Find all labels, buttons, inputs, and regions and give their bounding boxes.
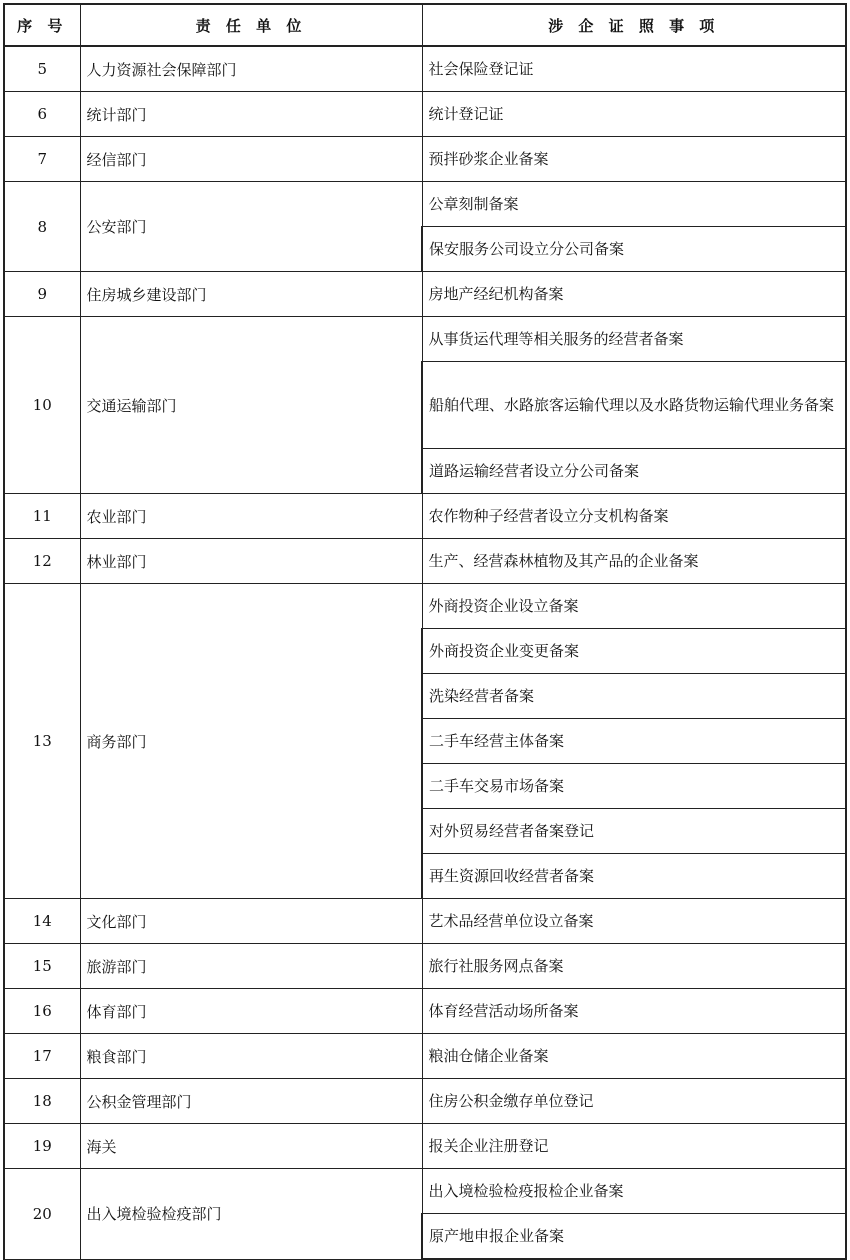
certificate-item-cell: 道路运输经营者设立分公司备案 [422, 449, 846, 494]
certificate-item-cell: 外商投资企业变更备案 [422, 629, 846, 674]
responsible-unit-cell: 海关 [80, 1124, 422, 1169]
header-serial-number: 序 号 [4, 4, 80, 46]
table-row [4, 272, 846, 317]
table-row [4, 1124, 846, 1169]
responsible-unit-cell: 出入境检验检疫部门 [80, 1169, 422, 1260]
table-body [4, 46, 846, 1259]
serial-number-cell: 10 [4, 317, 80, 494]
responsible-unit-cell: 人力资源社会保障部门 [80, 46, 422, 92]
serial-number-cell: 6 [4, 92, 80, 137]
serial-number-cell: 8 [4, 182, 80, 272]
certificate-item-cell: 艺术品经营单位设立备案 [422, 899, 846, 944]
responsible-unit-cell: 统计部门 [80, 92, 422, 137]
certificate-item-cell: 公章刻制备案 [422, 182, 846, 227]
certificate-item-cell: 体育经营活动场所备案 [422, 989, 846, 1034]
responsible-unit-cell: 体育部门 [80, 989, 422, 1034]
serial-number-cell: 17 [4, 1034, 80, 1079]
table-row [4, 494, 846, 539]
certificate-item-cell: 房地产经纪机构备案 [422, 272, 846, 317]
table-row [4, 1169, 846, 1214]
serial-number-cell: 19 [4, 1124, 80, 1169]
responsible-unit-cell: 住房城乡建设部门 [80, 272, 422, 317]
responsible-unit-cell: 粮食部门 [80, 1034, 422, 1079]
serial-number-cell: 15 [4, 944, 80, 989]
certificate-item-cell: 生产、经营森林植物及其产品的企业备案 [422, 539, 846, 584]
serial-number-cell: 9 [4, 272, 80, 317]
table-row [4, 539, 846, 584]
responsible-unit-cell: 旅游部门 [80, 944, 422, 989]
responsible-unit-cell: 林业部门 [80, 539, 422, 584]
responsible-unit-cell: 经信部门 [80, 137, 422, 182]
header-responsible-unit: 责 任 单 位 [80, 4, 422, 46]
serial-number-cell: 13 [4, 584, 80, 899]
table-row [4, 182, 846, 227]
certificate-item-cell: 洗染经营者备案 [422, 674, 846, 719]
certificate-item-cell: 原产地申报企业备案 [422, 1214, 846, 1260]
serial-number-cell: 11 [4, 494, 80, 539]
certificate-item-cell: 从事货运代理等相关服务的经营者备案 [422, 317, 846, 362]
serial-number-cell: 5 [4, 46, 80, 92]
table-row [4, 989, 846, 1034]
responsible-unit-cell: 公安部门 [80, 182, 422, 272]
certificate-item-cell: 统计登记证 [422, 92, 846, 137]
table-row [4, 944, 846, 989]
certificate-item-cell: 保安服务公司设立分公司备案 [422, 227, 846, 272]
serial-number-cell: 20 [4, 1169, 80, 1260]
serial-number-cell: 7 [4, 137, 80, 182]
table-row [4, 92, 846, 137]
table-row [4, 584, 846, 629]
responsible-unit-cell: 文化部门 [80, 899, 422, 944]
responsible-unit-cell: 商务部门 [80, 584, 422, 899]
table-row [4, 137, 846, 182]
responsible-unit-cell: 公积金管理部门 [80, 1079, 422, 1124]
certificate-item-cell: 对外贸易经营者备案登记 [422, 809, 846, 854]
certificate-item-cell: 报关企业注册登记 [422, 1124, 846, 1169]
serial-number-cell: 14 [4, 899, 80, 944]
certificate-item-cell: 旅行社服务网点备案 [422, 944, 846, 989]
serial-number-cell: 18 [4, 1079, 80, 1124]
certificate-item-cell: 外商投资企业设立备案 [422, 584, 846, 629]
certificate-item-cell: 社会保险登记证 [422, 46, 846, 92]
certificate-item-cell: 粮油仓储企业备案 [422, 1034, 846, 1079]
table-row [4, 899, 846, 944]
table-row [4, 317, 846, 362]
certificate-item-cell: 预拌砂浆企业备案 [422, 137, 846, 182]
certificate-item-cell: 农作物种子经营者设立分支机构备案 [422, 494, 846, 539]
certificate-item-cell: 出入境检验检疫报检企业备案 [422, 1169, 846, 1214]
table-row [4, 46, 846, 92]
serial-number-cell: 12 [4, 539, 80, 584]
responsible-unit-cell: 农业部门 [80, 494, 422, 539]
certificate-item-cell: 再生资源回收经营者备案 [422, 854, 846, 899]
header-certificate-item: 涉 企 证 照 事 项 [422, 4, 846, 46]
table-row [4, 1079, 846, 1124]
certificate-item-cell: 船舶代理、水路旅客运输代理以及水路货物运输代理业务备案 [422, 362, 846, 449]
certificate-item-cell: 二手车交易市场备案 [422, 764, 846, 809]
responsibility-table [3, 3, 847, 1260]
serial-number-cell: 16 [4, 989, 80, 1034]
certificate-item-cell: 住房公积金缴存单位登记 [422, 1079, 846, 1124]
table-header-row [4, 4, 846, 46]
responsible-unit-cell: 交通运输部门 [80, 317, 422, 494]
table-row [4, 1034, 846, 1079]
certificate-item-cell: 二手车经营主体备案 [422, 719, 846, 764]
